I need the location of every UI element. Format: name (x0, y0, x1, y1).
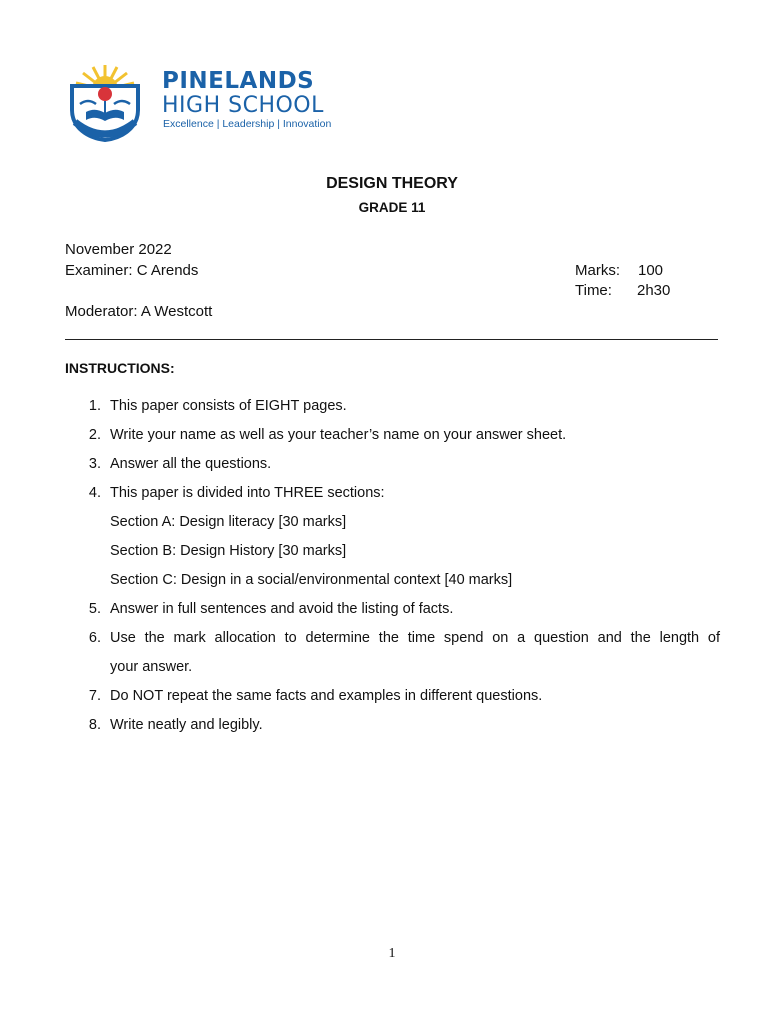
list-item-number: 5. (88, 601, 101, 617)
instructions-heading: INSTRUCTIONS: (65, 360, 175, 376)
list-item-number: 3. (88, 456, 101, 472)
list-item-text: Section B: Design History [30 marks] (110, 543, 347, 559)
list-item-text: your answer. (110, 659, 193, 675)
list-item-number: 1. (88, 398, 101, 414)
divider-line (65, 339, 718, 340)
list-item-text: Use the mark allocation to determine the time spend on a question and the length of (110, 630, 720, 646)
list-item-text: This paper is divided into THREE sections: (110, 485, 385, 501)
school-name: PINELANDS (162, 68, 315, 94)
list-item-text: Answer all the questions. (110, 456, 272, 472)
school-name-subtitle: HIGH SCHOOL (162, 93, 324, 118)
moderator: Moderator: A Westcott (65, 303, 213, 320)
list-item-number: 7. (88, 688, 101, 704)
examiner: Examiner: C Arends (65, 262, 199, 279)
paper-title: DESIGN THEORY (326, 175, 458, 192)
school-logo (62, 62, 352, 142)
list-item-text: Write neatly and legibly. (110, 717, 263, 733)
marks-label: Marks: (575, 262, 620, 279)
time-value: 2h30 (637, 282, 671, 299)
list-item-text: Do NOT repeat the same facts and examples in different questions. (110, 688, 543, 704)
list-item-text: This paper consists of EIGHT pages. (110, 398, 347, 414)
list-item-number: 2. (88, 427, 101, 443)
list-item-number: 4. (88, 485, 101, 501)
list-item-text: Section A: Design literacy [30 marks] (110, 514, 347, 530)
time-label: Time: (575, 282, 612, 299)
school-crest-icon (62, 62, 148, 142)
list-item-text: Section C: Design in a social/environmental context [40 marks] (110, 572, 513, 588)
list-item-number: 8. (88, 717, 101, 733)
list-item-text: Answer in full sentences and avoid the listing of facts. (110, 601, 454, 617)
page-number: 1 (388, 946, 396, 961)
paper-grade: GRADE 11 (358, 200, 426, 215)
exam-date: November 2022 (65, 241, 172, 258)
list-item-text: Write your name as well as your teacher’s name on your answer sheet. (110, 427, 567, 443)
list-item-number: 6. (88, 630, 101, 646)
marks-value: 100 (638, 262, 664, 279)
school-motto: Excellence | Leadership | Innovation (163, 118, 332, 130)
